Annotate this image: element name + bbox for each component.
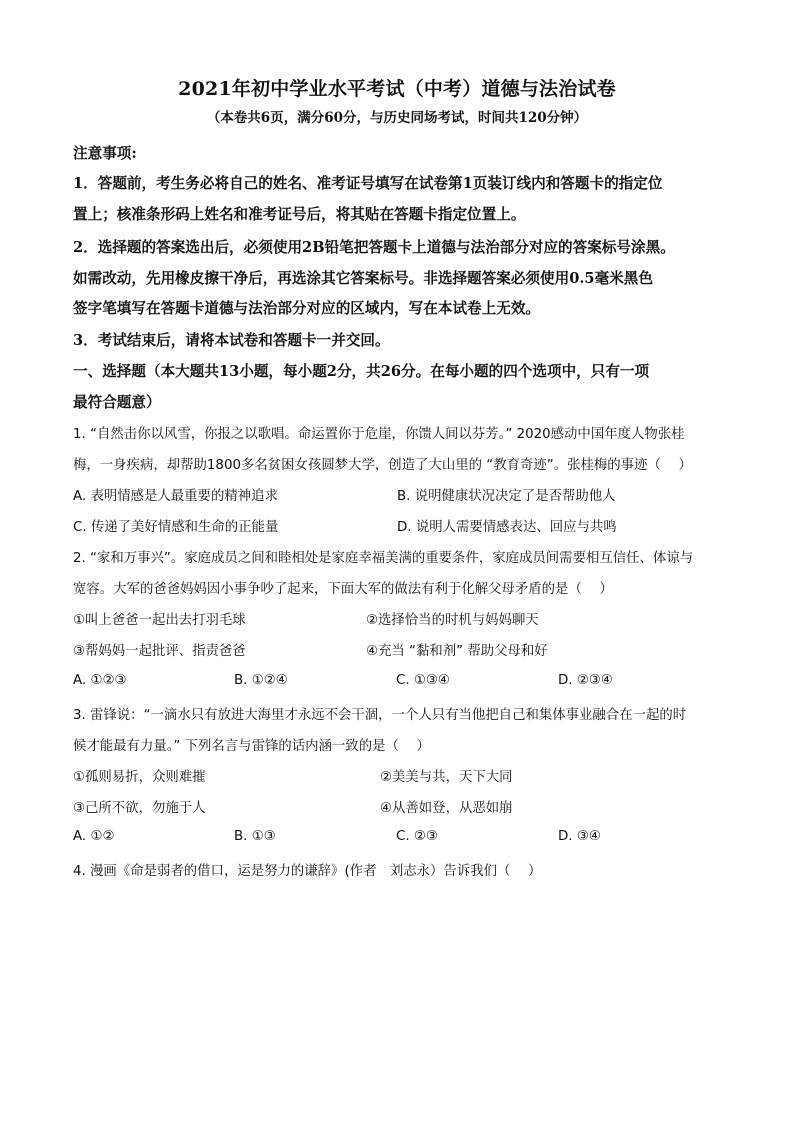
note-line: 如需改动，先用橡皮擦干净后，再选涂其它答案标号。非选择题答案必须使用0.5毫米黑色 [73, 270, 653, 287]
note-line: 1．答题前，考生务必将自己的姓名、准考证号填写在试卷第1页装订线内和答题卡的指定位 [73, 175, 663, 192]
question-1-text: 梅，一身疾病，却帮助1800多名贫困女孩圆梦大学，创造了大山里的 “教育奇迹”。张桂梅的事迹（ ） [73, 458, 692, 473]
question-1-text: 1. “自然击你以风雪，你报之以歌唱。命运置你于危崖，你馈人间以芬芳。” 2020感动中国年度人物张桂 [73, 427, 685, 442]
question-3-option-b: B. ①③ [234, 829, 276, 844]
question-1-option-d: D. 说明人需要情感表达、回应与共鸣 [397, 520, 617, 535]
question-3-item-3: ③己所不欲，勿施于人 [73, 801, 206, 816]
section-heading: 一、选择题（本大题共13小题，每小题2分，共26分。在每小题的四个选项中，只有一项 [73, 363, 650, 380]
question-3-text: 3. 雷锋说：“一滴水只有放进大海里才永远不会干涸，一个人只有当他把自己和集体事业融合在一起的时 [73, 708, 687, 723]
question-2-option-c: C. ①③④ [396, 673, 450, 688]
question-3-option-d: D. ③④ [558, 829, 601, 844]
note-line: 签字笔填写在答题卡道德与法治部分对应的区域内，写在本试卷上无效。 [73, 300, 541, 317]
question-1-option-a: A. 表明情感是人最重要的精神追求 [73, 489, 278, 504]
note-line: 3．考试结束后，请将本试卷和答题卡一并交回。 [73, 332, 390, 349]
question-3-item-4: ④从善如登，从恶如崩 [380, 801, 513, 816]
question-3-text: 候才能最有力量。” 下列名言与雷锋的话内涵一致的是（ ） [73, 739, 430, 754]
question-2-item-2: ②选择恰当的时机与妈妈聊天 [366, 613, 539, 628]
question-1-option-b: B. 说明健康状况决定了是否帮助他人 [397, 489, 616, 504]
question-2-text: 2. “家和万事兴”。家庭成员之间和睦相处是家庭幸福美满的重要条件，家庭成员间需要相互信任、体谅与 [73, 551, 694, 566]
question-3-item-2: ②美美与共，天下大同 [380, 770, 513, 785]
question-2-item-3: ③帮妈妈一起批评、指责爸爸 [73, 644, 246, 659]
question-2-text: 宽容。大军的爸爸妈妈因小事争吵了起来，下面大军的做法有利于化解父母矛盾的是（ ） [73, 582, 613, 597]
exam-title: 2021年初中学业水平考试（中考）道德与法治试卷 [178, 78, 616, 100]
question-3-option-c: C. ②③ [396, 829, 438, 844]
question-2-option-a: A. ①②③ [73, 673, 127, 688]
question-2-option-d: D. ②③④ [558, 673, 613, 688]
question-3-item-1: ①孤则易折，众则难摧 [73, 770, 206, 785]
notes-heading: 注意事项: [73, 145, 137, 162]
section-heading-cont: 最符合题意） [73, 394, 161, 411]
question-3-option-a: A. ①② [73, 829, 115, 844]
question-2-option-b: B. ①②④ [234, 673, 288, 688]
question-2-item-1: ①叫上爸爸一起出去打羽毛球 [73, 613, 246, 628]
exam-subtitle: （本卷共6页，满分60分，与历史同场考试，时间共120分钟） [206, 110, 588, 126]
question-2-item-4: ④充当 “黏和剂” 帮助父母和好 [366, 644, 548, 659]
question-4-text: 4. 漫画《命是弱者的借口，运是努力的谦辞》(作者 刘志永）告诉我们（ ） [73, 864, 542, 879]
question-1-option-c: C. 传递了美好情感和生命的正能量 [73, 520, 279, 535]
note-line: 置上；核准条形码上姓名和准考证号后，将其贴在答题卡指定位置上。 [73, 206, 526, 223]
note-line: 2．选择题的答案选出后，必须使用2B铅笔把答题卡上道德与法治部分对应的答案标号涂黑。 [73, 239, 675, 256]
